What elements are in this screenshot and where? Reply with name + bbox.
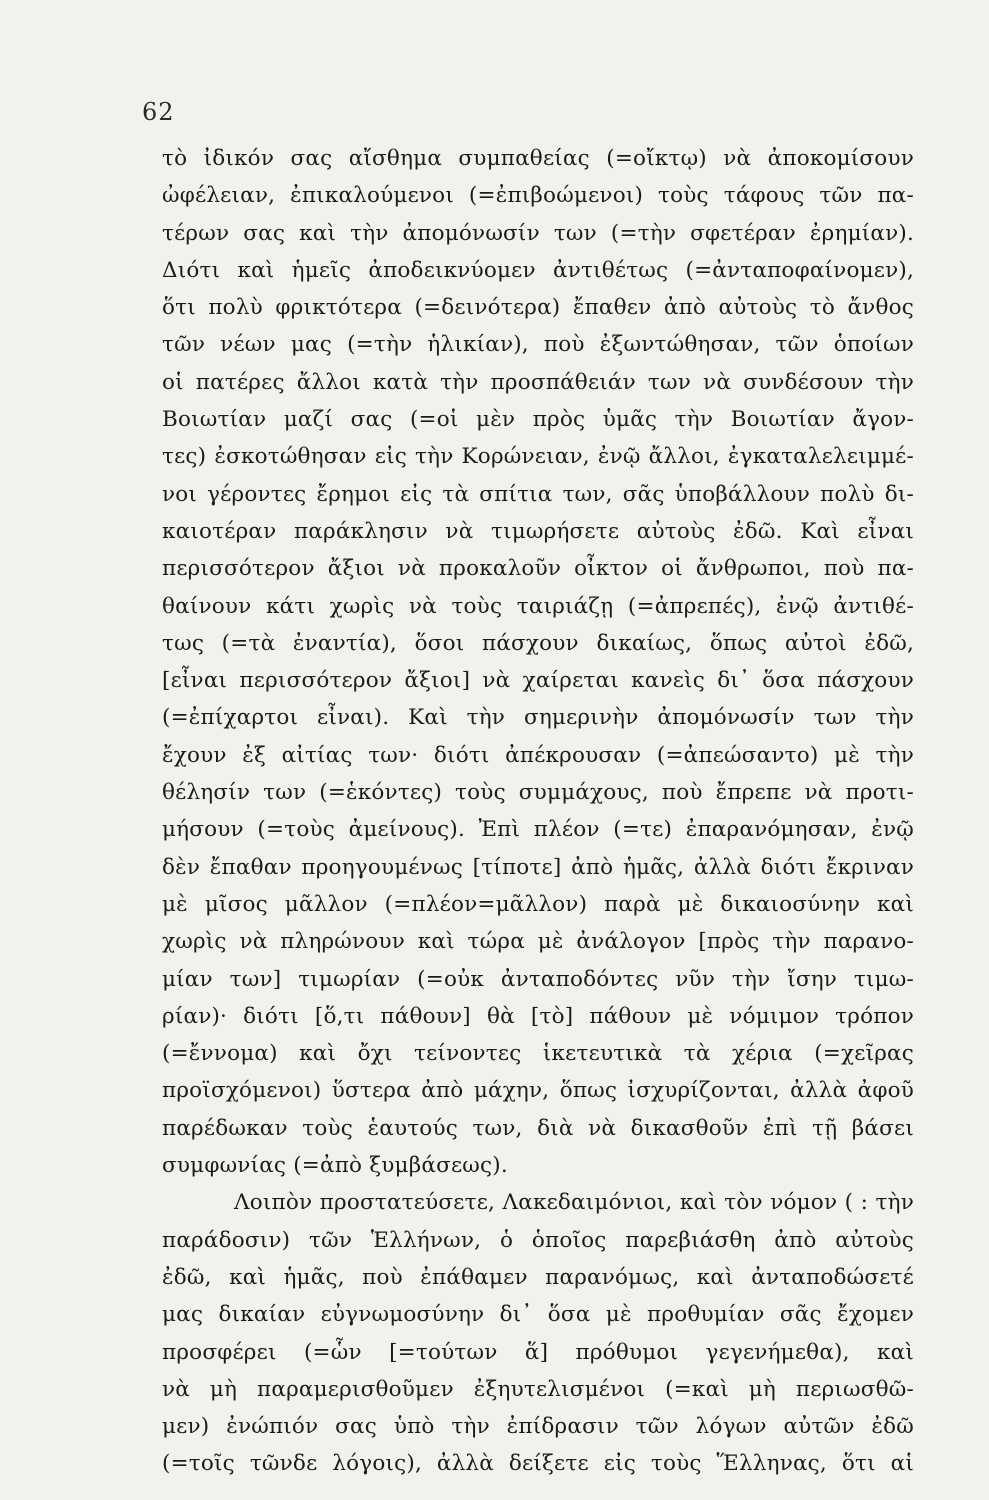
text-line: (=τοῖς τῶνδε λόγοις), ἀλλὰ δείξετε εἰς τοὺς Ἕλληνας, ὅτι αἱ: [162, 1451, 914, 1477]
text-line: θέλησίν των (=ἑκόντες) τοὺς συμμάχους, ποὺ ἔπρεπε νὰ προτι-: [162, 780, 914, 806]
text-line: ἔχουν ἐξ αἰτίας των· διότι ἀπέκρουσαν (=ἀπεώσαντο) μὲ τὴν: [162, 742, 914, 768]
text-line: οἱ πατέρες ἄλλοι κατὰ τὴν προσπάθειάν των νὰ συνδέσουν τὴν: [162, 369, 914, 395]
text-line: περισσότερον ἄξιοι νὰ προκαλοῦν οἶκτον οἱ ἄνθρωποι, ποὺ πα-: [162, 556, 914, 582]
text-line: τες) ἐσκοτώθησαν εἰς τὴν Κορώνειαν, ἐνῷ ἄλλοι, ἐγκαταλελειμμέ-: [162, 444, 914, 470]
text-line: Διότι καὶ ἡμεῖς ἀποδεικνύομεν ἀντιθέτως (=ἀνταποφαίνομεν),: [162, 257, 914, 283]
text-line: τέρων σας καὶ τὴν ἀπομόνωσίν των (=τὴν σφετέραν ἐρημίαν).: [162, 220, 914, 246]
text-line: μὲ μῖσος μᾶλλον (=πλέον=μᾶλλον) παρὰ μὲ δικαιοσύνην καὶ: [162, 891, 914, 917]
text-line: μας δικαίαν εὐγνωμοσύνην δι᾿ ὅσα μὲ προθυμίαν σᾶς ἔχομεν: [162, 1302, 914, 1328]
text-line: παράδοσιν) τῶν Ἑλλήνων, ὁ ὁποῖος παρεβιάσθη ἀπὸ αὐτοὺς: [162, 1227, 914, 1253]
text-line: παρέδωκαν τοὺς ἑαυτούς των, διὰ νὰ δικασθοῦν ἐπὶ τῇ βάσει: [162, 1115, 914, 1141]
text-line: ρίαν)· διότι [ὅ,τι πάθουν] θὰ [τὸ] πάθουν μὲ νόμιμον τρόπον: [162, 1003, 914, 1029]
text-line: Βοιωτίαν μαζί σας (=οἱ μὲν πρὸς ὑμᾶς τὴν Βοιωτίαν ἄγον-: [162, 407, 914, 433]
text-line: ὠφέλειαν, ἐπικαλούμενοι (=ἐπιβοώμενοι) τοὺς τάφους τῶν πα-: [162, 183, 914, 209]
text-line: μίαν των] τιμωρίαν (=οὐκ ἀνταποδόντες νῦν τὴν ἴσην τιμω-: [162, 966, 914, 992]
page-number: 62: [142, 98, 175, 126]
text-line: μεν) ἐνώπιόν σας ὑπὸ τὴν ἐπίδρασιν τῶν λόγων αὐτῶν ἐδῶ: [162, 1414, 914, 1440]
text-line: προϊσχόμενοι) ὕστερα ἀπὸ μάχην, ὅπως ἰσχυρίζονται, ἀλλὰ ἀφοῦ: [162, 1078, 914, 1104]
text-line: [εἶναι περισσότερον ἄξιοι] νὰ χαίρεται κανεὶς δι᾿ ὅσα πάσχουν: [162, 668, 914, 694]
text-line: τῶν νέων μας (=τὴν ἡλικίαν), ποὺ ἐξωντώθησαν, τῶν ὁποίων: [162, 332, 914, 358]
text-line: μήσουν (=τοὺς ἀμείνους). Ἐπὶ πλέον (=τε) ἐπαρανόμησαν, ἐνῷ: [162, 817, 914, 843]
text-line: νὰ μὴ παραμερισθοῦμεν ἐξηυτελισμένοι (=καὶ μὴ περιωσθῶ-: [162, 1376, 914, 1402]
text-line: συμφωνίας (=ἀπὸ ξυμβάσεως).: [162, 1153, 508, 1179]
text-line: ἐδῶ, καὶ ἡμᾶς, ποὺ ἐπάθαμεν παρανόμως, καὶ ἀνταποδώσετέ: [162, 1264, 914, 1290]
text-line: νοι γέροντες ἔρημοι εἰς τὰ σπίτια των, σᾶς ὑποβάλλουν πολὺ δι-: [162, 481, 914, 507]
text-line: θαίνουν κάτι χωρὶς νὰ τοὺς ταιριάζῃ (=ἀπρεπές), ἐνῷ ἀντιθέ-: [162, 593, 914, 619]
paragraph-start-line: Λοιπὸν προστατεύσετε, Λακεδαιμόνιοι, καὶ τὸν νόμον ( : τὴν: [234, 1190, 914, 1216]
text-line: προσφέρει (=ὧν [=τούτων ἅ] πρόθυμοι γεγενήμεθα), καὶ: [162, 1339, 914, 1365]
text-line: δὲν ἔπαθαν προηγουμένως [τίποτε] ἀπὸ ἡμᾶς, ἀλλὰ διότι ἔκριναν: [162, 854, 914, 880]
text-line: (=ἔννομα) καὶ ὄχι τείνοντες ἱκετευτικὰ τὰ χέρια (=χεῖρας: [162, 1041, 914, 1067]
text-line: χωρὶς νὰ πληρώνουν καὶ τώρα μὲ ἀνάλογον [πρὸς τὴν παρανο-: [162, 929, 914, 955]
text-line: τως (=τὰ ἐναντία), ὅσοι πάσχουν δικαίως, ὅπως αὐτοὶ ἐδῶ,: [162, 630, 914, 656]
body-text: [162, 140, 914, 1483]
text-line: ὅτι πολὺ φρικτότερα (=δεινότερα) ἔπαθεν ἀπὸ αὐτοὺς τὸ ἄνθος: [162, 295, 914, 321]
text-line: τὸ ἰδικόν σας αἴσθημα συμπαθείας (=οἴκτῳ) νὰ ἀποκομίσουν: [162, 146, 914, 171]
text-line: (=ἐπίχαρτοι εἶναι). Καὶ τὴν σημερινὴν ἀπομόνωσίν των τὴν: [162, 705, 914, 731]
text-line: καιοτέραν παράκλησιν νὰ τιμωρήσετε αὐτοὺς ἐδῶ. Καὶ εἶναι: [162, 518, 914, 544]
